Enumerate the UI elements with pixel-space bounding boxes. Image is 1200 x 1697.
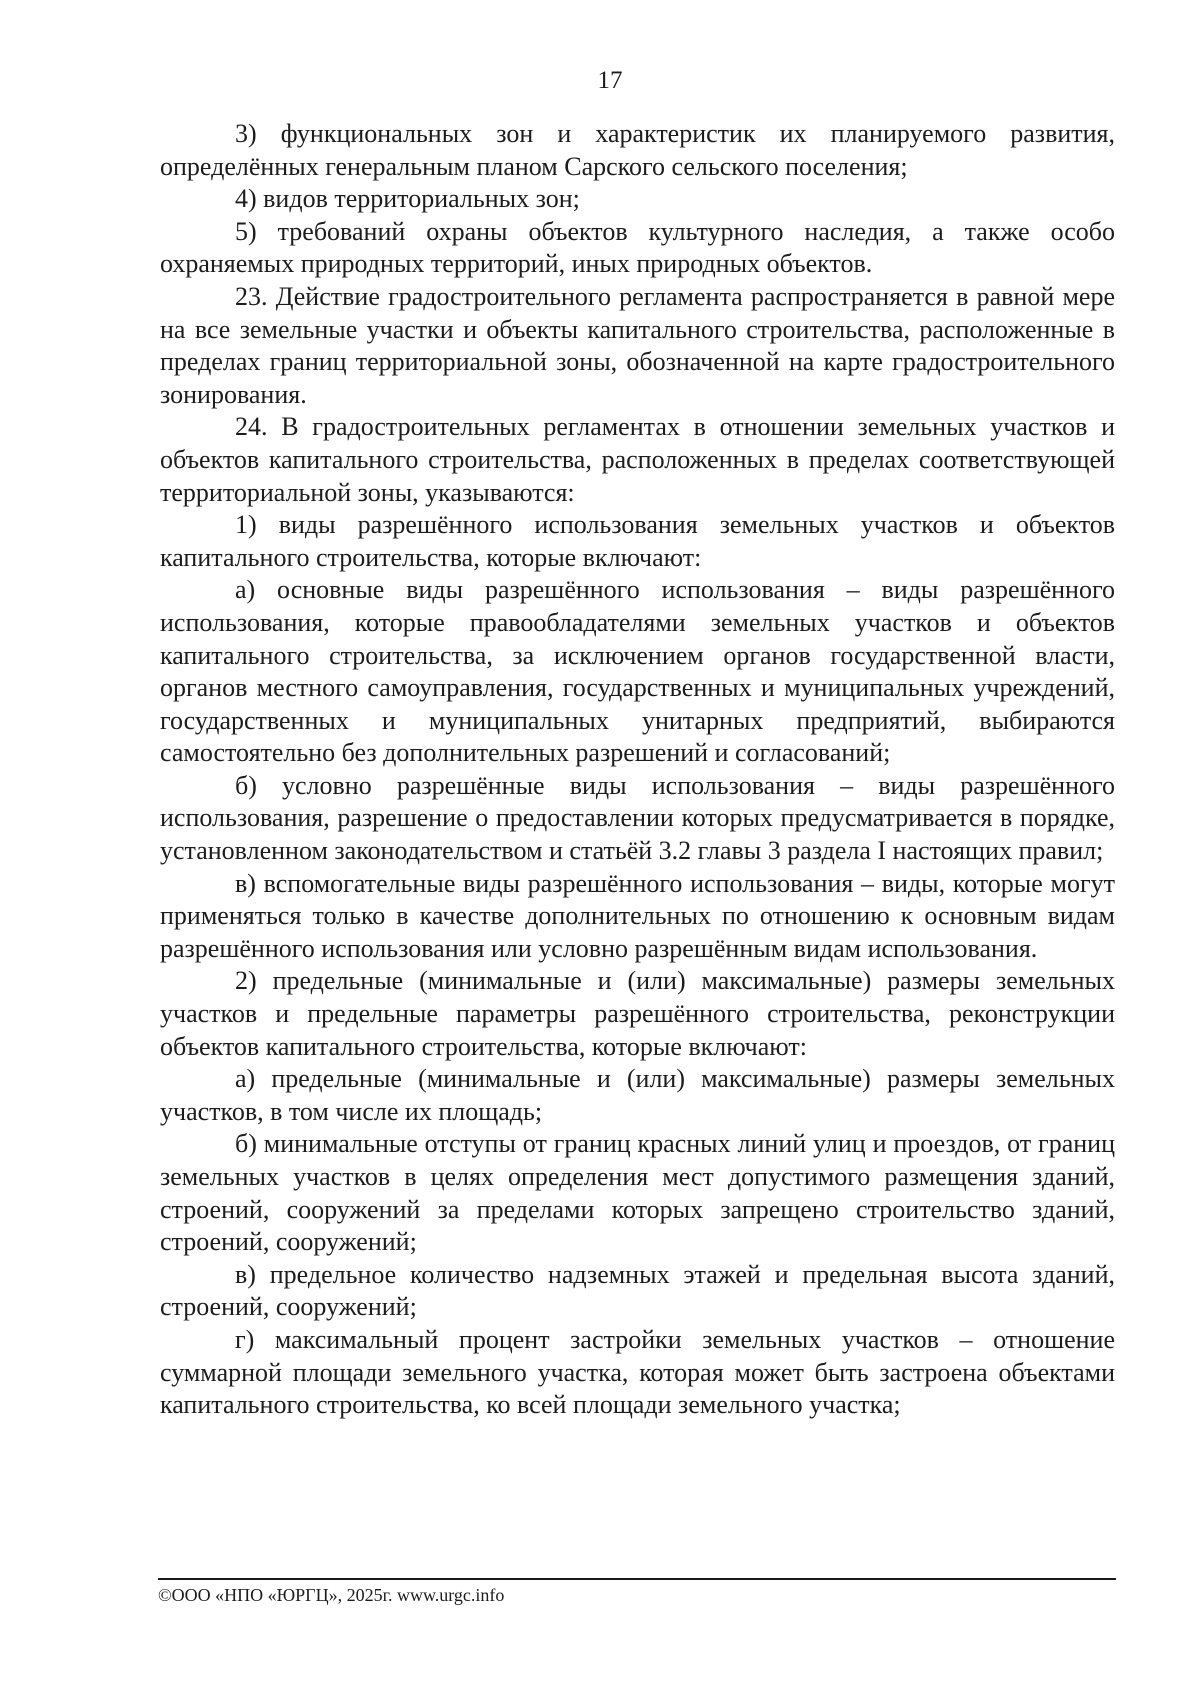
paragraph-clause-24: 24. В градостроительных регламентах в отношении земельных участков и объектов капитального строительства, расположенных в пределах соответствующей территориальной зоны, указываются: [160, 412, 1115, 507]
paragraph-subitem-b: б) условно разрешённые виды использования – виды разрешённого использования, разрешение о предоставлении которых предусматривается в порядке, установленном законодательством и статьёй 3.2 главы 3 раздела I настоящих правил; [160, 770, 1115, 866]
paragraph-subitem-a-2: а) предельные (минимальные и (или) максимальные) размеры земельных участков, в том числе их площадь; [160, 1064, 1115, 1126]
paragraph-item-4: 4) видов территориальных зон; [235, 184, 580, 214]
paragraph-subitem-g-2: г) максимальный процент застройки земельных участков – отношение суммарной площади земельного участка, которая может быть застроена объектами капитального строительства, ко всей площади земельного участка; [160, 1324, 1115, 1420]
paragraph-clause-23: 23. Действие градостроительного регламента распространяется в равной мере на все земельные участки и объекты капитального строительства, расположенные в пределах границ территориальной зоны, обозначенной на карте градостроительного зонирования. [160, 281, 1115, 409]
paragraph-item-1: 1) виды разрешённого использования земельных участков и объектов капитального строительства, которые включают: [160, 510, 1115, 572]
paragraph-item-2: 2) предельные (минимальные и (или) максимальные) размеры земельных участков и предельные параметры разрешённого строительства, реконструкции объектов капитального строительства, которые включают: [160, 966, 1115, 1061]
paragraph-subitem-a: а) основные виды разрешённого использования – виды разрешённого использования, которые правообладателями земельных участков и объектов капитального строительства, за исключением органов государственной власти, органов местного самоуправления, государственных и муниципальных учреждений, государственных и муниципальных унитарных предприятий, выбираются самостоятельно без дополнительных разрешений и согласований; [160, 575, 1115, 768]
paragraph-item-3: 3) функциональных зон и характеристик их планируемого развития, определённых генеральным планом Сарского сельского поселения; [160, 119, 1115, 181]
document-body [160, 118, 1115, 1422]
paragraph-item-5: 5) требований охраны объектов культурного наследия, а также особо охраняемых природных территорий, иных природных объектов. [160, 216, 1115, 279]
paragraph-subitem-b-2: б) минимальные отступы от границ красных линий улиц и проездов, от границ земельных участков в целях определения мест допустимого размещения зданий, строений, сооружений за пределами которых запрещено строительство зданий, строений, сооружений; [160, 1129, 1115, 1257]
page-number: 17 [597, 67, 623, 94]
paragraph-subitem-v-2: в) предельное количество надземных этажей и предельная высота зданий, строений, сооружений; [160, 1259, 1115, 1322]
footer-divider [158, 1578, 1116, 1580]
footer-copyright: ©ООО «НПО «ЮРГЦ», 2025г. www.urgc.info [158, 1585, 505, 1605]
paragraph-subitem-v: в) вспомогательные виды разрешённого использования – виды, которые могут применяться только в качестве дополнительных по отношению к основным видам разрешённого использования или условно разрешённым видам использования. [160, 868, 1115, 963]
